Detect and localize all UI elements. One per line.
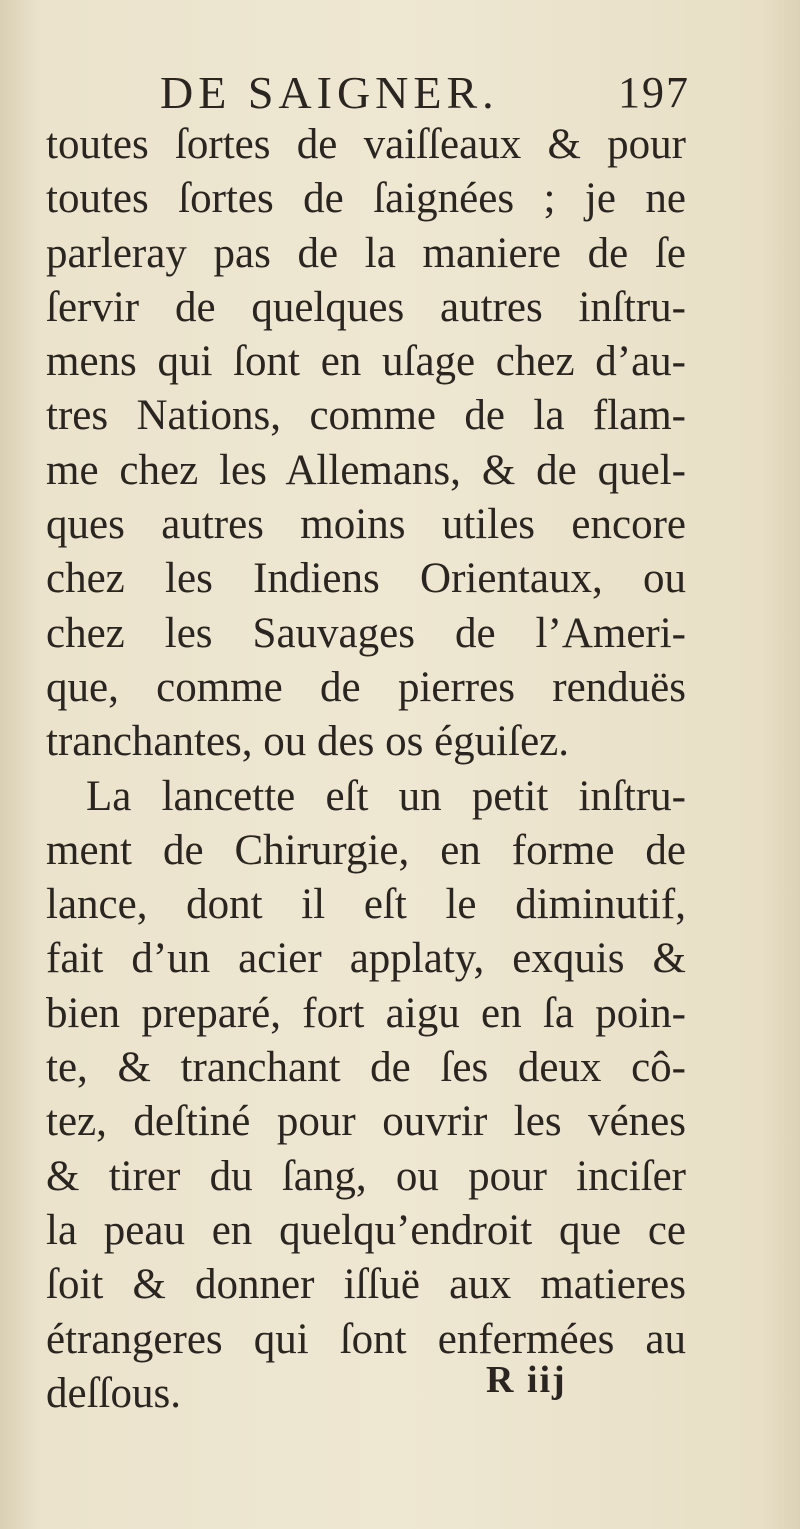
text-line: te, & tranchant de ſes deux cô-	[46, 1044, 686, 1092]
running-head-title: DE SAIGNER.	[160, 67, 499, 118]
page-number: 197	[618, 68, 690, 117]
text-line: tranchantes, ou des os éguiſez.	[46, 718, 569, 766]
text-line: toutes ſortes de vaiſſeaux & pour	[46, 121, 686, 168]
text-line: bien preparé, fort aigu en ſa poin-	[46, 989, 686, 1037]
text-line: que, comme de pierres renduës	[46, 663, 686, 711]
text-line: deſſous.	[46, 1369, 181, 1417]
text-line: ſervir de quelques autres inſtru-	[46, 283, 686, 331]
text-line: ment de Chirurgie, en forme de	[46, 826, 686, 874]
text-line: chez les Sauvages de l’Ameri-	[46, 609, 686, 657]
running-head	[160, 68, 690, 118]
text-line: lance, dont il eſt le diminutif,	[46, 881, 686, 929]
paragraph-start-line: La lancette eſt un petit inſtru-	[86, 772, 686, 820]
text-line: mens qui ſont en uſage chez d’au-	[46, 338, 686, 386]
signature-mark: R iij	[486, 1359, 567, 1401]
text-line: étrangeres qui ſont enfermées au	[46, 1315, 686, 1363]
text-line: ques autres moins utiles encore	[46, 501, 686, 549]
text-line: toutes ſortes de ſaignées ; je ne	[46, 175, 686, 223]
body-text	[46, 118, 686, 1421]
text-line: tres Nations, comme de la flam-	[46, 392, 686, 440]
text-line: me chez les Allemans, & de quel-	[46, 446, 686, 494]
text-line: fait d’un acier applaty, exquis &	[46, 935, 686, 983]
text-line: la peau en quelqu’endroit que ce	[46, 1206, 686, 1254]
text-line: ſoit & donner iſſuë aux matieres	[46, 1261, 686, 1309]
text-line: & tirer du ſang, ou pour inciſer	[46, 1152, 686, 1200]
text-line: parleray pas de la maniere de ſe	[46, 229, 686, 277]
text-line: tez, deſtiné pour ouvrir les vénes	[46, 1098, 686, 1146]
text-line: chez les Indiens Orientaux, ou	[46, 555, 686, 603]
